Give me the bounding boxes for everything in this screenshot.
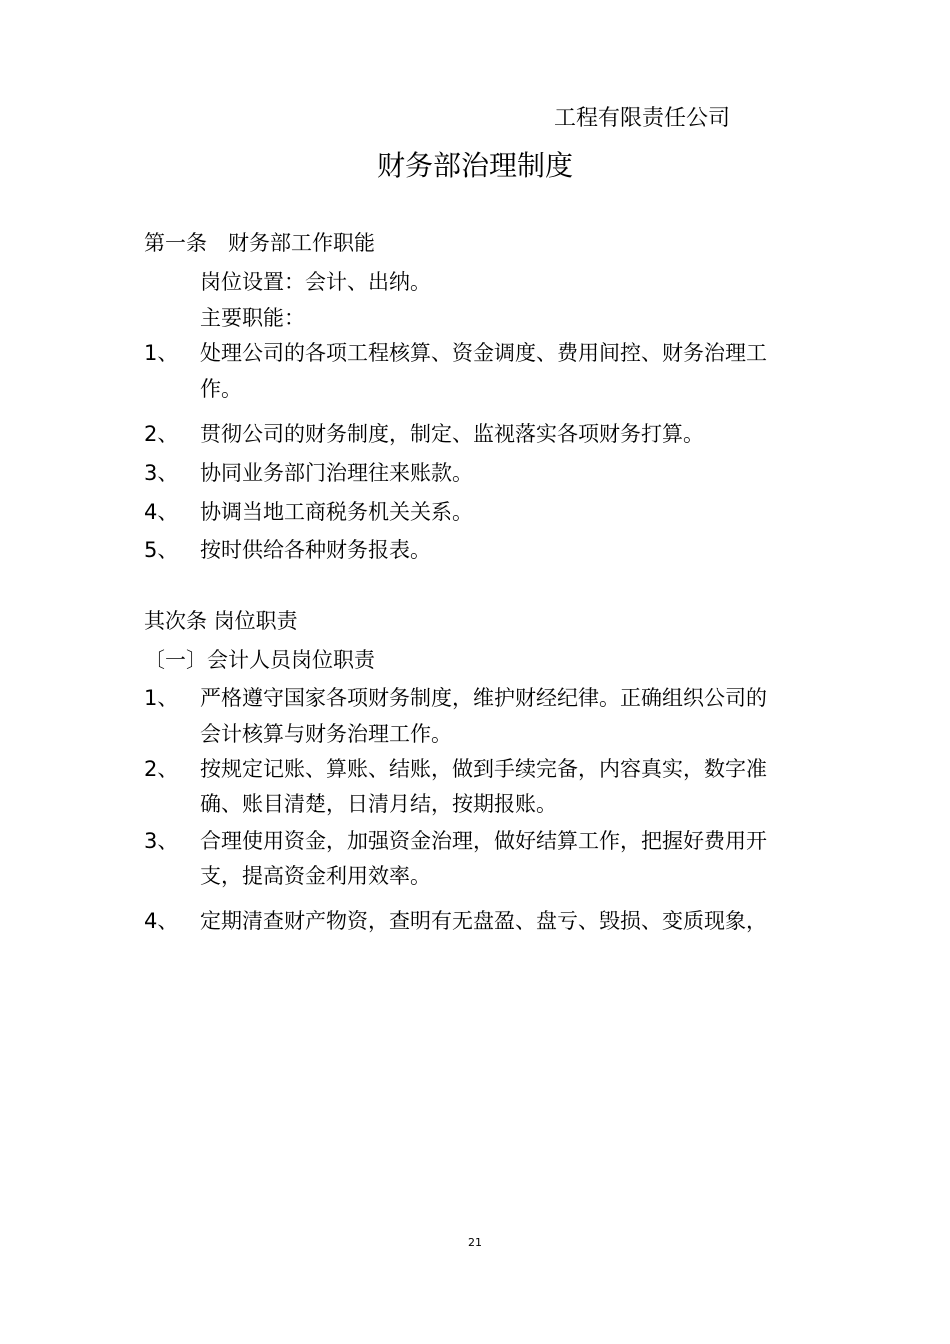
- list-item-number: 2、: [144, 422, 179, 446]
- list-item-text: 按时供给各种财务报表。: [200, 538, 431, 562]
- list-item-text: 会计核算与财务治理工作。: [200, 722, 452, 746]
- list-item-text: 合理使用资金，加强资金治理，做好结算工作，把握好费用开: [200, 829, 767, 853]
- list-item-text: 按规定记账、算账、结账，做到手续完备，内容真实，数字准: [200, 757, 767, 781]
- article-2-heading: 其次条 岗位职责: [144, 609, 298, 633]
- page-number: 21: [468, 1236, 482, 1249]
- list-item-number: 3、: [144, 829, 179, 853]
- list-item-text: 协调当地工商税务机关关系。: [200, 500, 473, 524]
- positions-text: 岗位设置：会计、出纳。: [200, 270, 431, 294]
- list-item-text: 严格遵守国家各项财务制度，维护财经纪律。正确组织公司的: [200, 686, 767, 710]
- article-2-subheading: 〔一〕会计人员岗位职责: [144, 648, 375, 672]
- list-item-number: 1、: [144, 686, 179, 710]
- list-item-number: 5、: [144, 538, 179, 562]
- list-item-number: 3、: [144, 461, 179, 485]
- article-1-heading: 第一条 财务部工作职能: [144, 231, 375, 255]
- list-item-number: 1、: [144, 341, 179, 365]
- list-item-number: 4、: [144, 909, 179, 933]
- list-item-text: 贯彻公司的财务制度，制定、监视落实各项财务打算。: [200, 422, 704, 446]
- list-item-text: 定期清查财产物资，查明有无盘盈、盘亏、毁损、变质现象，: [200, 909, 767, 933]
- page-title: 财务部治理制度: [376, 149, 573, 182]
- list-item-text: 协同业务部门治理往来账款。: [200, 461, 473, 485]
- duties-label: 主要职能：: [200, 306, 305, 330]
- list-item-number: 2、: [144, 757, 179, 781]
- company-name: 工程有限责任公司: [554, 106, 731, 131]
- list-item-text: 作。: [200, 377, 242, 401]
- list-item-text: 支，提高资金利用效率。: [200, 864, 431, 888]
- list-item-text: 确、账目清楚，日清月结，按期报账。: [200, 792, 557, 816]
- list-item-text: 处理公司的各项工程核算、资金调度、费用间控、财务治理工: [200, 341, 767, 365]
- list-item-number: 4、: [144, 500, 179, 524]
